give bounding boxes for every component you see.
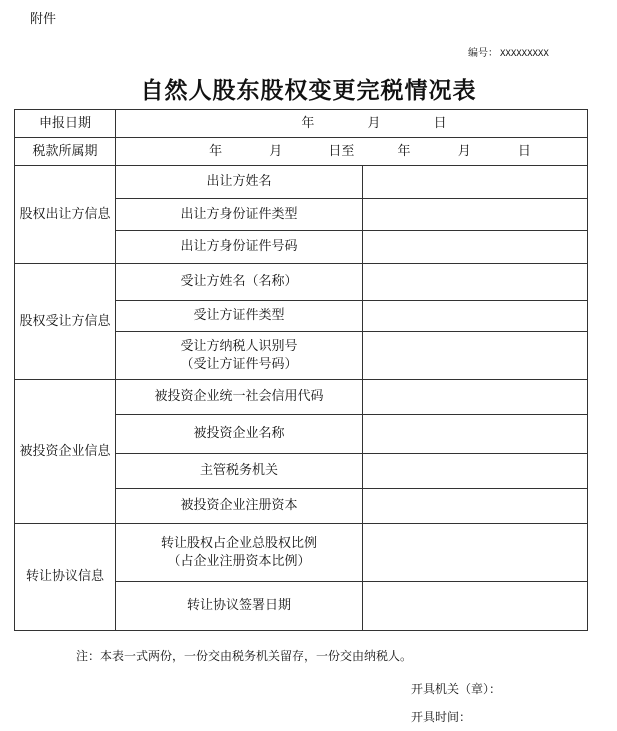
serial-label: 编号： — [468, 48, 498, 59]
transferee-taxpayer-id-line2: （受让方证件号码） — [180, 356, 298, 372]
transferee-taxpayer-id-label — [116, 332, 363, 380]
issue-time-label: 开具时间： — [411, 710, 472, 724]
registered-capital-label: 被投资企业注册资本 — [116, 489, 363, 524]
form-title: 自然人股东股权变更完税情况表 — [140, 77, 477, 104]
tax-form-table — [14, 109, 588, 631]
agreement-date-input[interactable] — [363, 582, 588, 631]
transferor-name-label: 出让方姓名 — [116, 166, 363, 199]
investee-name-input[interactable] — [363, 415, 588, 454]
report-date-month: 月 — [367, 115, 381, 131]
transferee-id-type-label: 受让方证件类型 — [116, 301, 363, 332]
tax-period-month2: 月 — [457, 143, 471, 159]
transferee-id-type-input[interactable] — [363, 301, 588, 332]
footer-note: 注：本表一式两份，一份交由税务机关留存，一份交由纳税人。 — [76, 649, 413, 663]
report-date-value[interactable] — [116, 110, 588, 138]
investee-credit-code-label: 被投资企业统一社会信用代码 — [116, 380, 363, 415]
investee-row — [15, 380, 588, 415]
transfer-ratio-label — [116, 524, 363, 582]
transferor-name-input[interactable] — [363, 166, 588, 199]
transferor-id-type-label: 出让方身份证件类型 — [116, 199, 363, 231]
serial-value: XXXXXXXXX — [500, 49, 549, 59]
issuing-authority-label: 开具机关（章）： — [411, 682, 502, 696]
transfer-ratio-line1: 转让股权占企业总股权比例 — [160, 535, 317, 551]
transferee-row — [15, 264, 588, 301]
tax-period-label: 税款所属期 — [15, 138, 116, 166]
investee-name-label: 被投资企业名称 — [116, 415, 363, 454]
tax-period-day2: 日 — [517, 143, 531, 159]
transfer-ratio-line2: （占企业注册资本比例） — [167, 553, 311, 569]
transferee-taxpayer-id-input[interactable] — [363, 332, 588, 380]
tax-period-month1: 月 — [269, 143, 283, 159]
transferee-section-label: 股权受让方信息 — [15, 264, 116, 380]
tax-period-value[interactable] — [116, 138, 588, 166]
transferee-name-input[interactable] — [363, 264, 588, 301]
transferor-id-number-label: 出让方身份证件号码 — [116, 231, 363, 264]
attachment-label: 附件 — [30, 12, 57, 27]
transferee-name-label: 受让方姓名（名称） — [116, 264, 363, 301]
tax-period-year2: 年 — [397, 143, 411, 159]
tax-period-row — [15, 138, 588, 166]
agreement-row — [15, 524, 588, 582]
investee-credit-code-input[interactable] — [363, 380, 588, 415]
report-date-year: 年 — [301, 115, 315, 131]
tax-period-year1: 年 — [209, 143, 223, 159]
report-date-label: 申报日期 — [15, 110, 116, 138]
investee-section-label: 被投资企业信息 — [15, 380, 116, 524]
transfer-ratio-input[interactable] — [363, 524, 588, 582]
agreement-date-label: 转让协议签署日期 — [116, 582, 363, 631]
transferor-section-label: 股权出让方信息 — [15, 166, 116, 264]
agreement-section-label: 转让协议信息 — [15, 524, 116, 631]
tax-authority-input[interactable] — [363, 454, 588, 489]
serial-number — [468, 44, 549, 59]
tax-period-day-to: 日至 — [328, 143, 355, 159]
transferor-id-type-input[interactable] — [363, 199, 588, 231]
registered-capital-input[interactable] — [363, 489, 588, 524]
report-date-day: 日 — [433, 115, 447, 131]
tax-authority-label: 主管税务机关 — [116, 454, 363, 489]
transferee-taxpayer-id-line1: 受让方纳税人识别号 — [180, 338, 298, 354]
transferor-row — [15, 166, 588, 199]
transferor-id-number-input[interactable] — [363, 231, 588, 264]
report-date-row — [15, 110, 588, 138]
